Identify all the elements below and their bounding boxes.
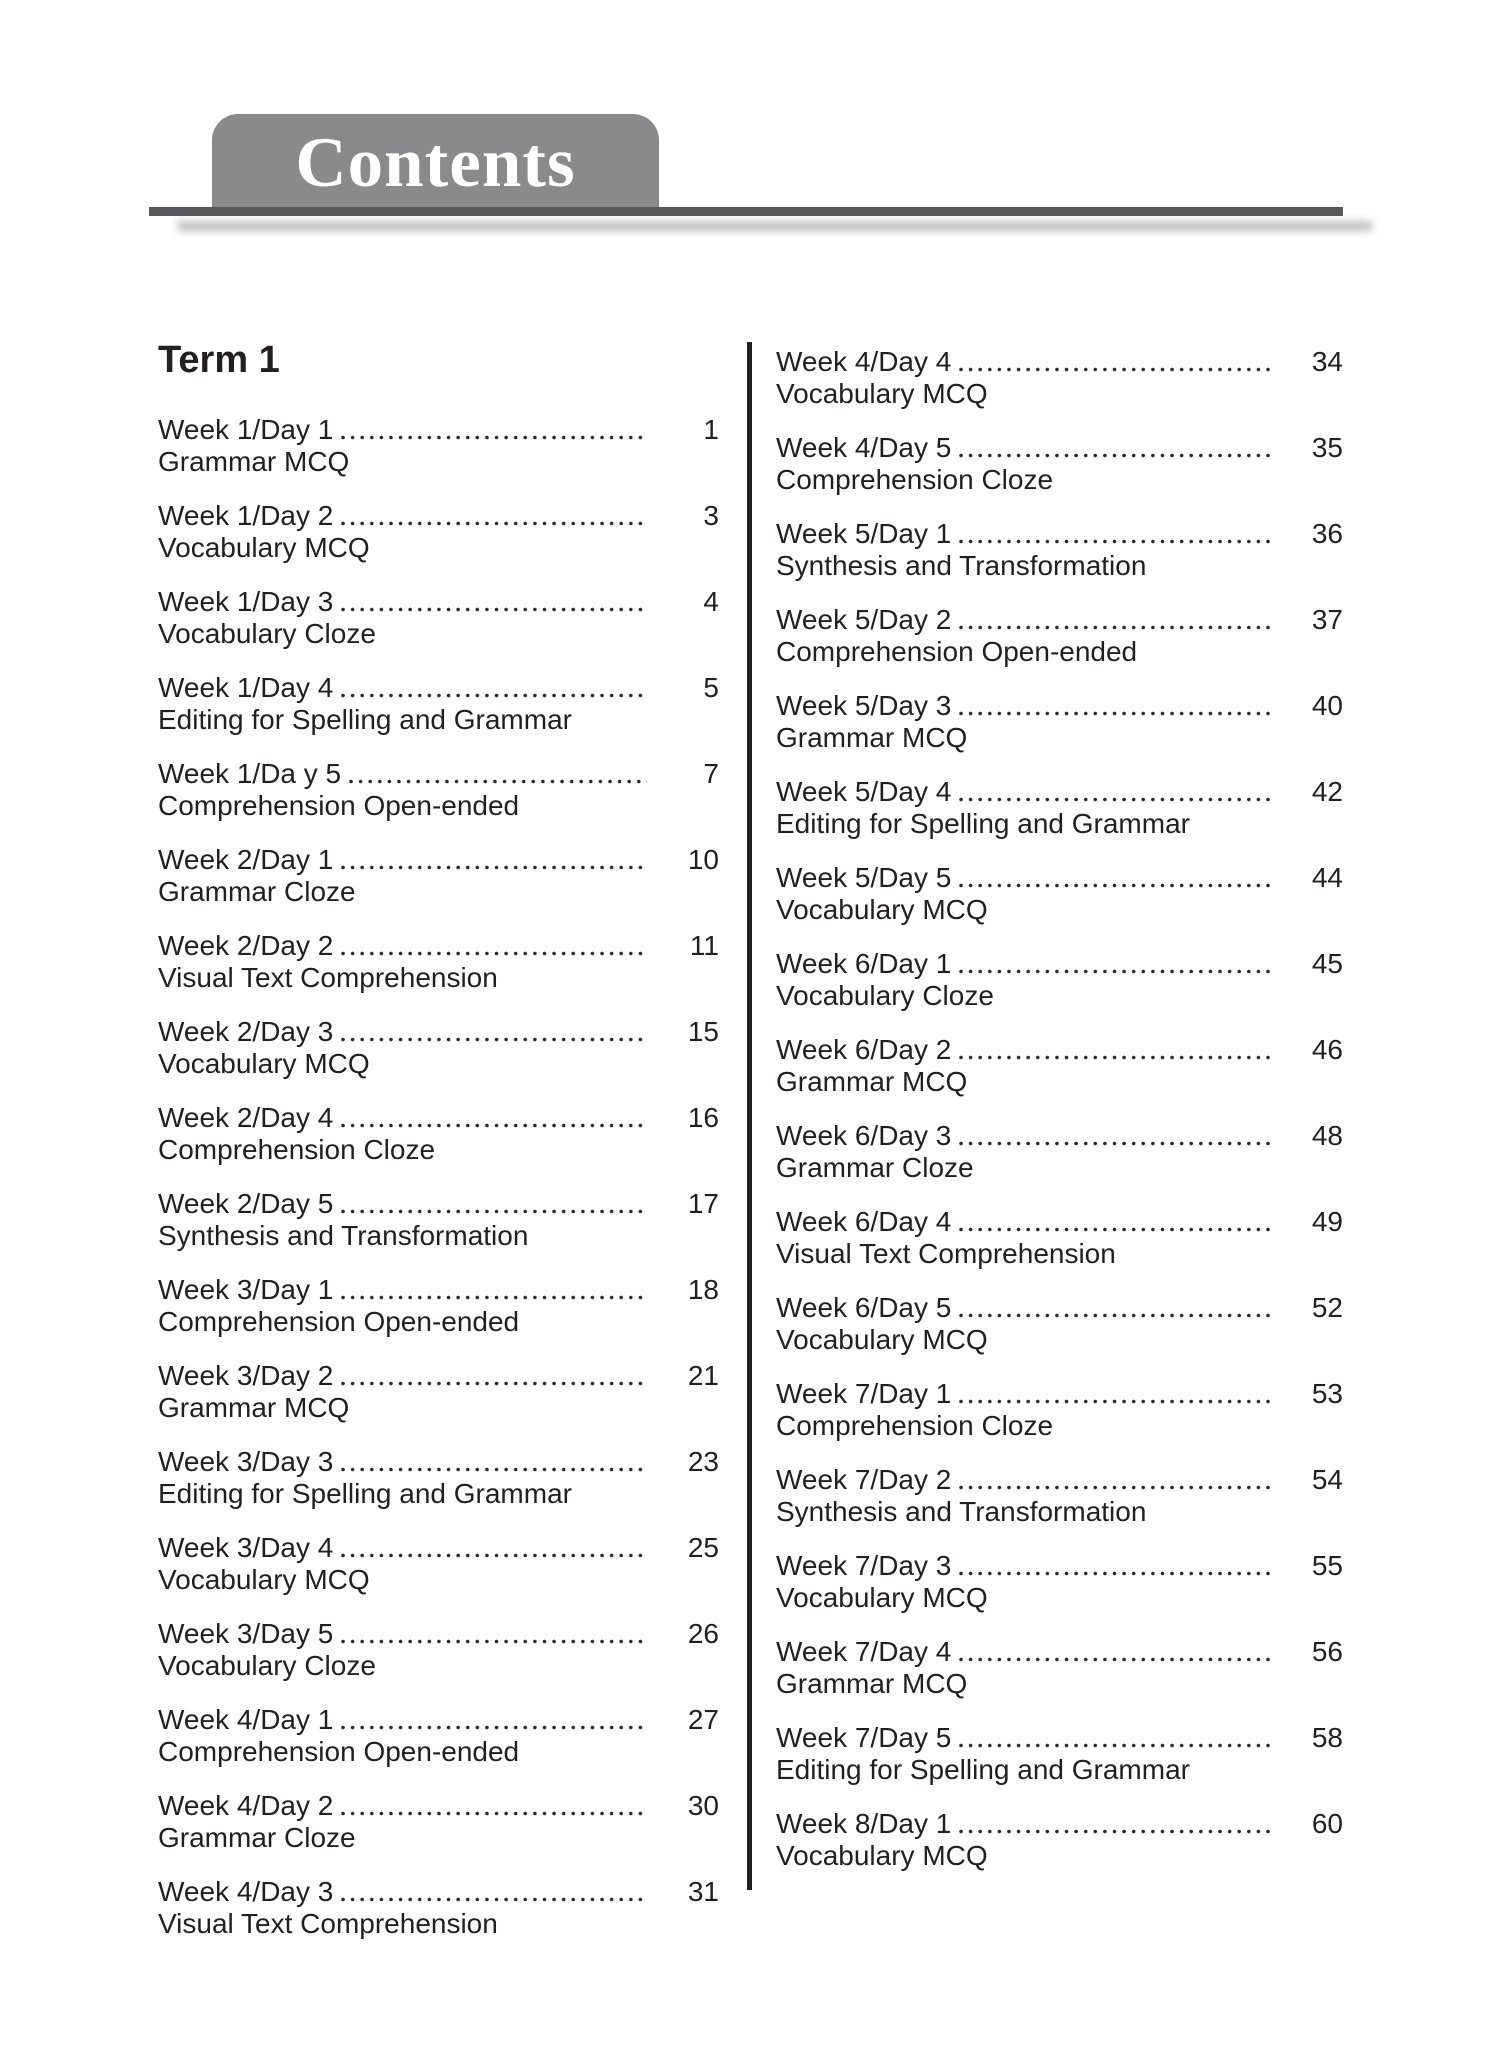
dot-leader-icon <box>341 1295 647 1300</box>
toc-entry <box>776 1034 1343 1098</box>
toc-entry-subtitle: Vocabulary MCQ <box>776 1840 988 1871</box>
toc-entry-subtitle: Vocabulary Cloze <box>776 980 994 1011</box>
dot-leader-icon <box>341 1897 647 1902</box>
toc-entry-page: 16 <box>687 1102 719 1133</box>
toc-entry <box>158 1188 719 1252</box>
dot-leader-icon <box>349 779 647 784</box>
toc-entry-subtitle: Grammar MCQ <box>158 1392 350 1423</box>
toc-entry <box>158 1532 719 1596</box>
toc-entry <box>776 604 1343 668</box>
dot-leader-icon <box>341 1467 647 1472</box>
toc-entry <box>158 500 719 564</box>
toc-entry-page: 36 <box>1311 518 1343 549</box>
toc-entry-page: 48 <box>1311 1120 1343 1151</box>
dot-leader-icon <box>341 1123 647 1128</box>
toc-entry-page: 21 <box>687 1360 719 1391</box>
toc-entry-row <box>158 586 719 618</box>
toc-entry-row <box>158 672 719 704</box>
toc-entry-page: 49 <box>1311 1206 1343 1237</box>
toc-entry-row <box>158 1876 719 1908</box>
toc-entry-subtitle: Vocabulary MCQ <box>776 1582 988 1613</box>
toc-entry <box>776 776 1343 840</box>
toc-entry-subtitle: Vocabulary MCQ <box>158 1048 370 1079</box>
toc-entry-subtitle: Comprehension Cloze <box>776 1410 1054 1441</box>
toc-entry-label: Week 7/Day 5 <box>776 1722 952 1753</box>
dot-leader-icon <box>959 1571 1271 1576</box>
header-rule <box>149 207 1343 216</box>
toc-entry <box>776 1292 1343 1356</box>
toc-entry-page: 60 <box>1311 1808 1343 1839</box>
toc-entry-label: Week 5/Day 2 <box>776 604 952 635</box>
dot-leader-icon <box>959 969 1271 974</box>
toc-entry-row <box>776 1120 1343 1152</box>
toc-entry <box>776 1636 1343 1700</box>
contents-tab <box>212 114 659 216</box>
toc-entry-subtitle: Editing for Spelling and Grammar <box>158 1478 572 1509</box>
toc-entry-row <box>158 1790 719 1822</box>
toc-entry-row <box>158 1360 719 1392</box>
toc-entry-subtitle: Grammar Cloze <box>158 876 356 907</box>
toc-entry <box>776 1378 1343 1442</box>
toc-entry-row <box>776 1378 1343 1410</box>
toc-entry-page: 3 <box>703 500 719 531</box>
toc-entry-row <box>776 518 1343 550</box>
toc-entry-row <box>776 1722 1343 1754</box>
toc-entry-row <box>776 776 1343 808</box>
toc-entry-row <box>158 1102 719 1134</box>
toc-entry-subtitle: Grammar Cloze <box>158 1822 356 1853</box>
toc-entry-row <box>158 844 719 876</box>
toc-entry-row <box>158 1274 719 1306</box>
toc-entry-row <box>158 1446 719 1478</box>
toc-entry-page: 58 <box>1311 1722 1343 1753</box>
toc-entry-page: 46 <box>1311 1034 1343 1065</box>
toc-entry-subtitle: Comprehension Open-ended <box>158 1306 520 1337</box>
toc-entry-row <box>158 1532 719 1564</box>
dot-leader-icon <box>341 1639 647 1644</box>
toc-entry-page: 42 <box>1311 776 1343 807</box>
dot-leader-icon <box>959 539 1271 544</box>
toc-entry <box>776 346 1343 410</box>
toc-entry-subtitle: Editing for Spelling and Grammar <box>776 808 1190 839</box>
toc-entry-row <box>776 432 1343 464</box>
dot-leader-icon <box>959 1399 1271 1404</box>
toc-entry-label: Week 2/Day 2 <box>158 930 334 961</box>
toc-entry-page: 17 <box>687 1188 719 1219</box>
toc-entry-label: Week 3/Day 3 <box>158 1446 334 1477</box>
toc-entry <box>158 844 719 908</box>
toc-entry-row <box>776 346 1343 378</box>
toc-entry-page: 23 <box>687 1446 719 1477</box>
dot-leader-icon <box>341 1725 647 1730</box>
toc-column-left <box>158 414 719 1962</box>
toc-entry-row <box>158 930 719 962</box>
toc-entry-subtitle: Comprehension Cloze <box>776 464 1054 495</box>
toc-entry-subtitle: Vocabulary MCQ <box>776 378 988 409</box>
toc-entry <box>776 948 1343 1012</box>
toc-entry <box>158 1016 719 1080</box>
toc-entry-label: Week 4/Day 3 <box>158 1876 334 1907</box>
page-title: Contents <box>295 123 576 202</box>
toc-entry-page: 26 <box>687 1618 719 1649</box>
toc-entry <box>158 1876 719 1940</box>
toc-entry-label: Week 6/Day 3 <box>776 1120 952 1151</box>
toc-entry-label: Week 8/Day 1 <box>776 1808 952 1839</box>
toc-entry-label: Week 4/Day 1 <box>158 1704 334 1735</box>
toc-entry-subtitle: Grammar MCQ <box>158 446 350 477</box>
toc-entry-row <box>776 690 1343 722</box>
toc-entry-subtitle: Grammar Cloze <box>776 1152 974 1183</box>
toc-entry-subtitle: Grammar MCQ <box>776 1066 968 1097</box>
dot-leader-icon <box>341 1037 647 1042</box>
toc-entry-label: Week 1/Da y 5 <box>158 758 342 789</box>
toc-entry-row <box>158 1188 719 1220</box>
toc-entry-row <box>776 948 1343 980</box>
toc-entry-label: Week 5/Day 4 <box>776 776 952 807</box>
toc-entry-label: Week 4/Day 2 <box>158 1790 334 1821</box>
toc-entry <box>776 690 1343 754</box>
toc-entry <box>158 672 719 736</box>
toc-entry-subtitle: Vocabulary MCQ <box>776 1324 988 1355</box>
toc-entry-page: 55 <box>1311 1550 1343 1581</box>
toc-entry-page: 27 <box>687 1704 719 1735</box>
toc-entry-subtitle: Synthesis and Transformation <box>776 550 1147 581</box>
toc-entry-label: Week 7/Day 4 <box>776 1636 952 1667</box>
dot-leader-icon <box>341 1811 647 1816</box>
toc-entry-label: Week 2/Day 3 <box>158 1016 334 1047</box>
dot-leader-icon <box>341 951 647 956</box>
dot-leader-icon <box>959 1743 1271 1748</box>
toc-entry-page: 31 <box>687 1876 719 1907</box>
toc-entry-subtitle: Comprehension Open-ended <box>158 790 520 821</box>
toc-entry-label: Week 7/Day 3 <box>776 1550 952 1581</box>
toc-entry-label: Week 2/Day 1 <box>158 844 334 875</box>
toc-entry <box>158 758 719 822</box>
toc-entry-page: 15 <box>687 1016 719 1047</box>
toc-entry-label: Week 3/Day 4 <box>158 1532 334 1563</box>
dot-leader-icon <box>341 607 647 612</box>
toc-entry-subtitle: Vocabulary MCQ <box>158 532 370 563</box>
toc-entry-label: Week 4/Day 5 <box>776 432 952 463</box>
toc-entry-subtitle: Synthesis and Transformation <box>776 1496 1147 1527</box>
toc-entry-subtitle: Synthesis and Transformation <box>158 1220 529 1251</box>
toc-entry <box>776 432 1343 496</box>
toc-entry <box>158 1274 719 1338</box>
toc-entry-row <box>158 500 719 532</box>
dot-leader-icon <box>959 1829 1271 1834</box>
toc-entry-row <box>776 1464 1343 1496</box>
toc-entry-label: Week 1/Day 3 <box>158 586 334 617</box>
toc-entry-subtitle: Visual Text Comprehension <box>158 962 498 993</box>
dot-leader-icon <box>959 1657 1271 1662</box>
toc-entry <box>776 1464 1343 1528</box>
toc-entry-row <box>158 1704 719 1736</box>
toc-entry-label: Week 3/Day 1 <box>158 1274 334 1305</box>
dot-leader-icon <box>959 1227 1271 1232</box>
toc-entry-page: 7 <box>703 758 719 789</box>
dot-leader-icon <box>341 521 647 526</box>
toc-entry-page: 11 <box>689 930 719 961</box>
toc-entry <box>776 1722 1343 1786</box>
toc-entry-page: 10 <box>687 844 719 875</box>
toc-entry <box>776 1120 1343 1184</box>
toc-entry-label: Week 6/Day 5 <box>776 1292 952 1323</box>
dot-leader-icon <box>341 865 647 870</box>
toc-entry <box>776 518 1343 582</box>
toc-entry-row <box>776 1550 1343 1582</box>
toc-entry-page: 18 <box>687 1274 719 1305</box>
toc-entry-subtitle: Vocabulary Cloze <box>158 618 376 649</box>
toc-entry-label: Week 7/Day 1 <box>776 1378 952 1409</box>
toc-entry-page: 44 <box>1311 862 1343 893</box>
toc-entry-label: Week 5/Day 1 <box>776 518 952 549</box>
dot-leader-icon <box>959 1141 1271 1146</box>
toc-entry-subtitle: Comprehension Open-ended <box>158 1736 520 1767</box>
toc-entry-label: Week 1/Day 2 <box>158 500 334 531</box>
toc-entry-row <box>776 1034 1343 1066</box>
toc-entry-row <box>776 1292 1343 1324</box>
toc-column-right <box>776 346 1343 1894</box>
toc-entry-label: Week 4/Day 4 <box>776 346 952 377</box>
toc-entry-page: 30 <box>687 1790 719 1821</box>
toc-entry-page: 53 <box>1311 1378 1343 1409</box>
dot-leader-icon <box>959 1055 1271 1060</box>
section-heading: Term 1 <box>158 339 280 381</box>
toc-entry-row <box>158 1618 719 1650</box>
toc-entry-subtitle: Editing for Spelling and Grammar <box>158 704 572 735</box>
toc-entry-subtitle: Editing for Spelling and Grammar <box>776 1754 1190 1785</box>
toc-entry-page: 56 <box>1311 1636 1343 1667</box>
toc-entry <box>158 414 719 478</box>
toc-entry <box>158 1102 719 1166</box>
dot-leader-icon <box>959 797 1271 802</box>
dot-leader-icon <box>341 435 647 440</box>
toc-entry-label: Week 3/Day 5 <box>158 1618 334 1649</box>
toc-entry-row <box>776 1206 1343 1238</box>
toc-entry-label: Week 6/Day 2 <box>776 1034 952 1065</box>
toc-entry <box>158 1704 719 1768</box>
dot-leader-icon <box>959 1485 1271 1490</box>
dot-leader-icon <box>959 711 1271 716</box>
toc-entry-page: 1 <box>703 414 719 445</box>
dot-leader-icon <box>959 625 1271 630</box>
toc-entry-subtitle: Grammar MCQ <box>776 1668 968 1699</box>
toc-entry-label: Week 1/Day 1 <box>158 414 334 445</box>
toc-entry-row <box>776 604 1343 636</box>
toc-entry <box>158 586 719 650</box>
dot-leader-icon <box>341 693 647 698</box>
toc-entry-subtitle: Vocabulary MCQ <box>158 1564 370 1595</box>
toc-entry <box>776 862 1343 926</box>
toc-entry <box>776 1550 1343 1614</box>
toc-entry-row <box>776 862 1343 894</box>
toc-entry-row <box>776 1808 1343 1840</box>
toc-entry-page: 34 <box>1311 346 1343 377</box>
toc-entry <box>158 930 719 994</box>
toc-entry-subtitle: Vocabulary Cloze <box>158 1650 376 1681</box>
dot-leader-icon <box>341 1209 647 1214</box>
toc-entry-label: Week 2/Day 4 <box>158 1102 334 1133</box>
column-divider <box>747 342 752 1890</box>
toc-entry-label: Week 5/Day 3 <box>776 690 952 721</box>
toc-entry-subtitle: Visual Text Comprehension <box>776 1238 1116 1269</box>
toc-entry-page: 45 <box>1311 948 1343 979</box>
toc-entry-label: Week 2/Day 5 <box>158 1188 334 1219</box>
header-rule-shadow <box>178 221 1372 231</box>
toc-entry-subtitle: Visual Text Comprehension <box>158 1908 498 1939</box>
toc-entry-row <box>158 414 719 446</box>
toc-entry-page: 54 <box>1311 1464 1343 1495</box>
toc-entry-page: 40 <box>1311 690 1343 721</box>
toc-entry-row <box>158 758 719 790</box>
toc-entry <box>158 1618 719 1682</box>
toc-entry-label: Week 1/Day 4 <box>158 672 334 703</box>
toc-entry <box>776 1808 1343 1872</box>
toc-entry-subtitle: Grammar MCQ <box>776 722 968 753</box>
toc-entry-page: 52 <box>1311 1292 1343 1323</box>
toc-entry-subtitle: Vocabulary MCQ <box>776 894 988 925</box>
toc-entry-row <box>776 1636 1343 1668</box>
toc-entry-label: Week 6/Day 4 <box>776 1206 952 1237</box>
dot-leader-icon <box>959 1313 1271 1318</box>
toc-entry <box>158 1446 719 1510</box>
dot-leader-icon <box>959 367 1271 372</box>
toc-entry-label: Week 5/Day 5 <box>776 862 952 893</box>
dot-leader-icon <box>341 1553 647 1558</box>
dot-leader-icon <box>341 1381 647 1386</box>
toc-entry-subtitle: Comprehension Cloze <box>158 1134 436 1165</box>
dot-leader-icon <box>959 453 1271 458</box>
toc-entry-page: 25 <box>687 1532 719 1563</box>
toc-entry <box>158 1360 719 1424</box>
toc-entry-label: Week 6/Day 1 <box>776 948 952 979</box>
toc-entry-page: 4 <box>703 586 719 617</box>
toc-entry-page: 37 <box>1311 604 1343 635</box>
toc-entry <box>158 1790 719 1854</box>
toc-entry-subtitle: Comprehension Open-ended <box>776 636 1138 667</box>
toc-entry-page: 5 <box>703 672 719 703</box>
toc-entry-label: Week 3/Day 2 <box>158 1360 334 1391</box>
toc-entry-label: Week 7/Day 2 <box>776 1464 952 1495</box>
toc-entry <box>776 1206 1343 1270</box>
dot-leader-icon <box>959 883 1271 888</box>
toc-entry-page: 35 <box>1311 432 1343 463</box>
toc-entry-row <box>158 1016 719 1048</box>
